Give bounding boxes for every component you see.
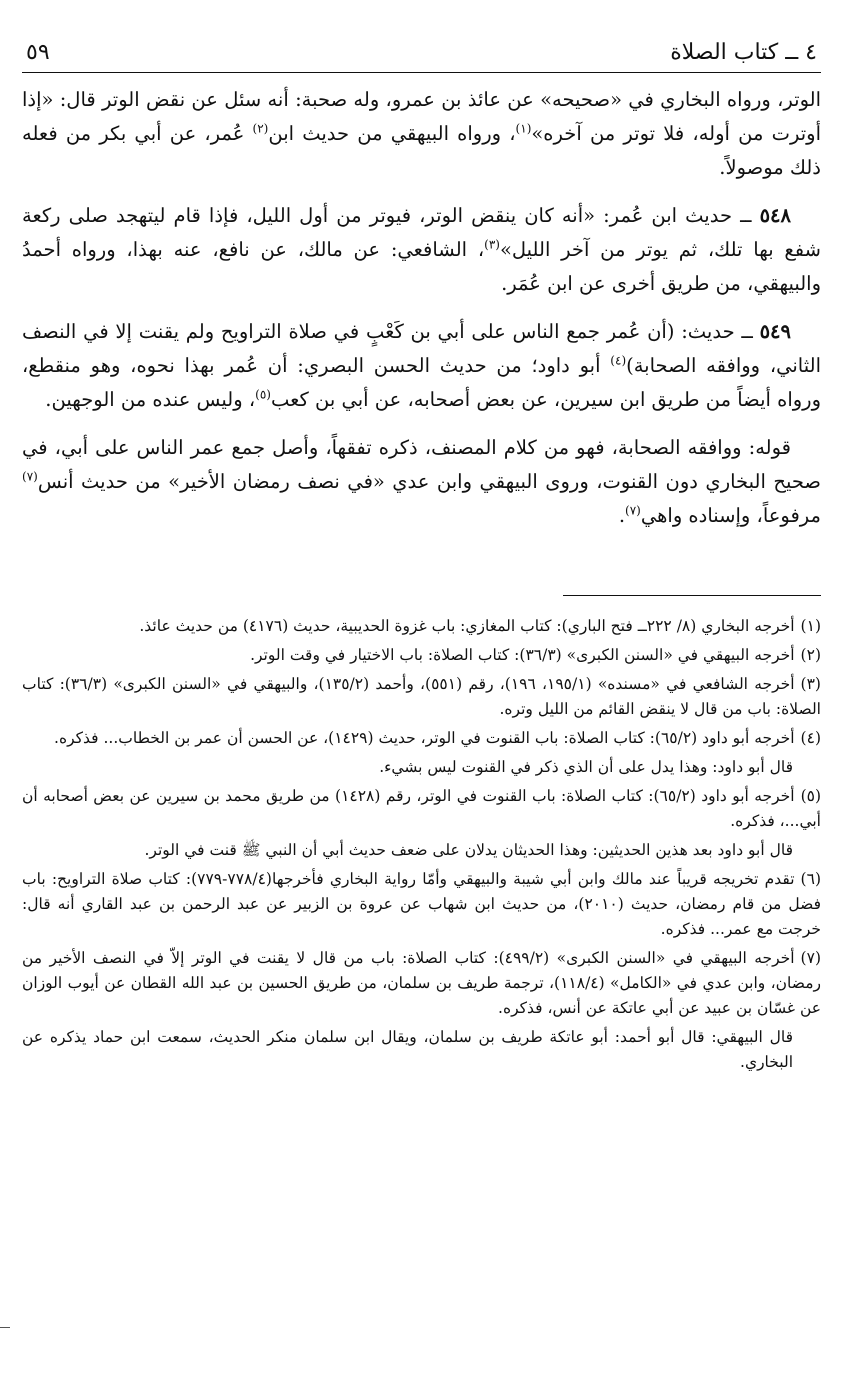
body-paragraph-1 xyxy=(22,83,821,185)
paragraph-text: . xyxy=(618,504,626,527)
footnote-1 xyxy=(22,614,821,639)
footnote-text: تقدم تخريجه قريباً عند مالك وابن أبي شيبة والبيهقي وأمّا رواية البخاري فأخرجها(٧٧٨/٤-٧٧٩): كتاب صلاة التراويح: باب فضل من قام رمضان، حديث (٢٠١٠)، من حديث ابن شهاب عن عروة بن الزبير عن عبد الرحمن بن عبد القاري أنه قال: خرجت مع عمر... فذكره. xyxy=(22,870,821,938)
paragraph-text: ، وليس عنده من الوجهين. xyxy=(45,388,256,411)
footnote-text: أخرجه البيهقي في «السنن الكبرى» (٤٩٩/٢): كتاب الصلاة: باب من قال لا يقنت في الوتر إلاّ في النصف الأخير من رمضان، وابن عدي في «الكامل» (١١٨/٤)، ترجمة طريف بن سلمان، من طريق الحسين بن عبد الله القطان عن أيوب الوزان عن غسّان بن عبيد عن أبي عاتكة عن أنس، فذكره. xyxy=(22,949,821,1017)
footnote-ref: (٤) xyxy=(610,353,627,368)
footnote-2 xyxy=(22,643,821,668)
footnote-separator xyxy=(563,595,821,596)
paragraph-text: ، ورواه البيهقي من حديث ابن xyxy=(268,122,516,145)
footnote-label: (٣) xyxy=(800,675,821,693)
footnote-label: (٧) xyxy=(800,949,821,967)
hadith-548 xyxy=(22,199,821,301)
commentary-paragraph xyxy=(22,431,821,533)
footnote-text: أخرجه البخاري (٨/ ٢٢٢ــ فتح الباري): كتاب المغازي: باب غزوة الحديبية، حديث (٤١٧٦) من حديث عائذ. xyxy=(139,617,795,635)
footnote-3 xyxy=(22,672,821,722)
footnote-4 xyxy=(22,726,821,751)
footnote-label: (٢) xyxy=(800,646,821,664)
page-number: ٥٩ xyxy=(26,40,50,65)
footnote-ref: (١) xyxy=(515,121,532,136)
chapter-title: ٤ ــ كتاب الصلاة xyxy=(670,40,817,65)
footnote-5 xyxy=(22,784,821,834)
hadith-number: ٥٤٨ xyxy=(759,204,791,227)
book-page xyxy=(22,38,821,1079)
footnote-text: أخرجه البيهقي في «السنن الكبرى» (٣٦/٣): كتاب الصلاة: باب الاختيار في وقت الوتر. xyxy=(250,646,795,664)
footnote-7 xyxy=(22,946,821,1021)
footnote-text: أخرجه الشافعي في «مسنده» (١٩٥/١، ١٩٦)، رقم (٥٥١)، وأحمد (١٣٥/٢)، والبيهقي في «السنن الكبرى» (٣٦/٣): كتاب الصلاة: باب من قال لا ينقض القائم من الليل وتره. xyxy=(22,675,821,718)
hadith-number: ٥٤٩ xyxy=(759,320,791,343)
footnote-6 xyxy=(22,867,821,942)
paragraph-text: عُمر، عن أبي بكر من فعله ذلك موصولاً. xyxy=(22,122,821,179)
paragraph-text: ــ حديث ابن عُمر: «أنه كان ينقض الوتر، فيوتر من أول الليل، فإذا قام ليتهجد صلى ركعة شفع بها تلك، ثم يوتر من آخر الليل» xyxy=(22,204,821,261)
header-rule xyxy=(22,72,821,73)
footnote-text: أخرجه أبو داود (٦٥/٢): كتاب الصلاة: باب القنوت في الوتر، رقم (١٤٢٨) من طريق محمد بن سيرين عن بعض أصحابه أن أبي...، فذكره. xyxy=(22,787,821,830)
footnote-ref: (٢) xyxy=(252,121,269,136)
paragraph-text: أبو داود؛ من حديث الحسن البصري: أن عُمر بهذا نحوه، وهو منقطع، ورواه أيضاً من طريق ابن سيرين، عن بعض أصحابه، عن أبي بن كعب xyxy=(22,354,821,411)
footnote-label: (٥) xyxy=(800,787,822,805)
footnote-text: أخرجه أبو داود (٦٥/٢): كتاب الصلاة: باب القنوت في الوتر، حديث (١٤٢٩)، عن الحسن أن عمر بن الخطاب... فذكره. xyxy=(54,729,795,747)
footnote-label: (٦) xyxy=(800,870,821,888)
footnote-label: (١) xyxy=(800,617,821,635)
footnote-ref: (٥) xyxy=(255,387,271,402)
footnote-ref: (٧) xyxy=(22,469,38,484)
footnote-4-continuation: قال أبو داود: وهذا يدل على أن الذي ذكر في القنوت ليس بشيء. xyxy=(379,758,793,776)
footnote-5-continuation: قال أبو داود بعد هذين الحديثين: وهذا الحديثان يدلان على ضعف حديث أبي أن النبي ﷺ قنت في الوتر. xyxy=(144,841,793,859)
footnote-7-continuation: قال البيهقي: قال أبو أحمد: أبو عاتكة طريف بن سلمان، ويقال ابن سلمان منكر الحديث، سمعت ابن حماد يذكره عن البخاري. xyxy=(22,1028,793,1071)
margin-mark xyxy=(0,1327,10,1328)
paragraph-text: ، الشافعي: عن مالك، عن نافع، عنه بهذا، ورواه أحمدُ والبيهقي، من طريق أخرى عن ابن عُمَر. xyxy=(22,238,821,295)
running-header xyxy=(22,38,821,72)
paragraph-text: مرفوعاً، وإسناده واهي xyxy=(640,504,821,527)
hadith-549 xyxy=(22,315,821,417)
footnote-label: (٤) xyxy=(800,729,821,747)
paragraph-text: الوتر، ورواه البخاري في «صحيحه» عن عائذ بن عمرو، وله صحبة: أنه سئل عن نقض الوتر قال: «إذا أوترت من أوله، فلا توتر من آخره» xyxy=(22,88,821,145)
paragraph-text: قوله: ووافقه الصحابة، فهو من كلام المصنف، ذكره تفقهاً، وأصل جمع عمر الناس على أبي، في صحيح البخاري دون القنوت، وروى البيهقي وابن عدي «في نصف رمضان الأخير» من حديث أنس xyxy=(22,436,821,493)
footnotes xyxy=(22,614,821,1075)
paragraph-text: ــ حديث: (أن عُمر جمع الناس على أبي بن كَعْبٍ في صلاة التراويح ولم يقنت إلا في النصف الثاني، ووافقه الصحابة) xyxy=(22,320,821,377)
footnote-ref: (٣) xyxy=(484,237,500,252)
footnote-ref: (٧) xyxy=(625,503,641,518)
